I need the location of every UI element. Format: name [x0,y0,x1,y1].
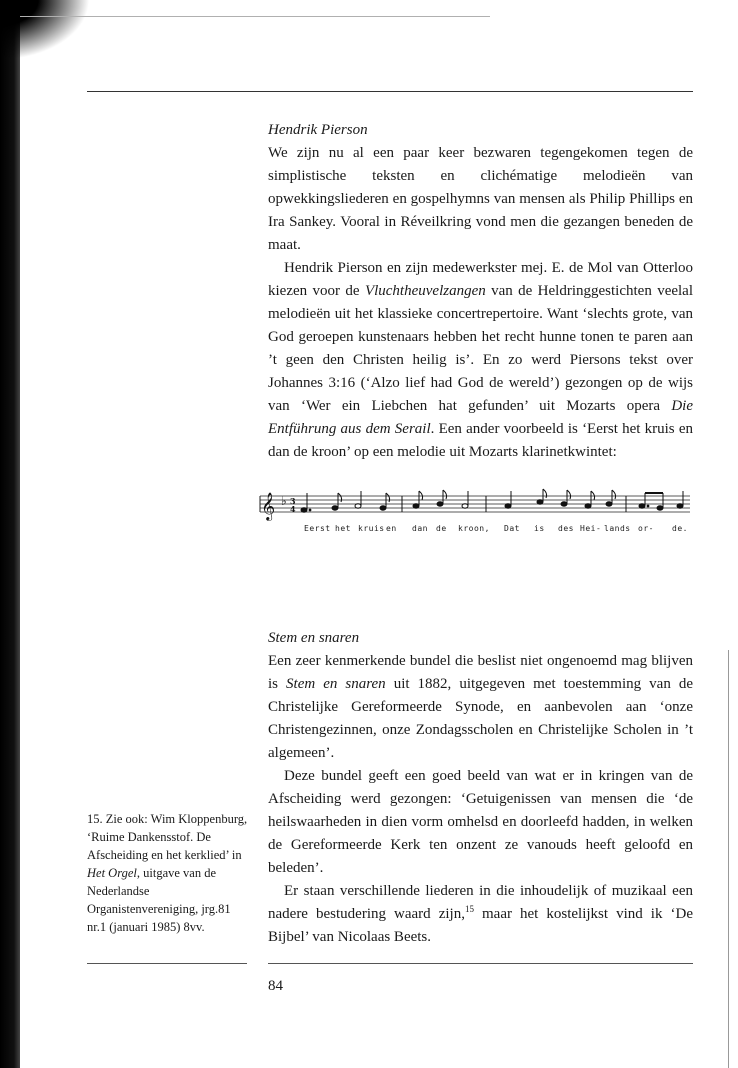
text-run: Stem en snaren [286,676,386,692]
footnote-text [87,810,249,936]
text-run: Hendrik Pierson en zijn medewerkster mej. E. de Mol van Otterloo kiezen voor de [268,260,693,299]
text-run: Er staan verschillende liederen in die inhoudelijk of muzikaal een nadere bestudering waard zijn, [268,883,693,922]
paragraph [268,257,693,464]
footer-rule [268,963,693,964]
footnote-ref: 15 [464,904,474,914]
scan-top-line [20,16,490,17]
paragraph [268,765,693,880]
section-heading: Hendrik Pierson [268,122,368,138]
notes [301,489,683,512]
paragraph [268,650,693,765]
svg-text:4: 4 [290,504,296,514]
lyric-syllable: en [386,524,397,533]
scan-shadow-left [0,0,20,1068]
paragraph [268,880,693,949]
text-run: uit 1882, uitgegeven met toestemming van de Christelijke Gereformeerde Synode, en aanbevolen aan ‘onze Christengezinnen, onze Zondagsscholen en Christelijke Scholen in ’t algemeen’. [268,676,693,761]
lyric-syllable: is [534,524,545,533]
lyric-syllable: het [335,524,351,533]
text-run: 15. Zie ook: Wim Kloppenburg, ‘Ruime Dankensstof. De Afscheiding en het kerklied’ in [87,812,248,862]
lyric-syllable: de. [672,524,688,533]
text-run: Die Entführung aus dem Serail [268,398,693,437]
text-run: van de Heldringgestichten veelal melodieën uit het klassieke concertrepertoire. Want ‘slechts grote, van God geroepen kunstenaars hebben het recht hunne tonen te paren aan ’t geen den Christen heilig is’. En zo werd Piersons tekst over Johannes 3:16 (‘Alzo lief had God de wereld’) gezongen op de wijs van ‘Wer ein Liebchen hat gefunden’ uit Mozarts opera [268,283,694,414]
text-run: We zijn nu al een paar keer bezwaren tegengekomen tegen de simplistische teksten en clichématige melodieën van opwekkingsliederen en gospelhymns van mensen als Philip Phillips en Ira Sankey. Vooral in Réveilkring vond men die gezangen beneden de maat. [268,145,693,253]
time-signature: 3 [290,496,296,506]
section-hendrik-pierson [268,119,693,464]
lyric-syllable: or- [638,524,654,533]
footnote-15 [87,810,249,936]
scan-shadow-corner [0,0,90,60]
music-notation [258,487,694,539]
scan-right-edge [728,650,729,1068]
lyric-syllable: Hei- [580,524,602,533]
lyric-syllable: kroon, [458,524,490,533]
paragraph [268,142,693,257]
lyric-syllable: de [436,524,447,533]
lyric-syllable: Dat [504,524,520,533]
flat-icon: ♭ [281,494,287,508]
text-run: Deze bundel geeft een goed beeld van wat er in kringen van de Afscheiding werd gezongen: ‘Getuigenissen van mensen die ‘de heilswaarheden in dien vorm omhelsd en doorleefd hadden, in welken de Gereformeerde Kerk ten onzent ze vanouds heeft geloofd en beleden’. [268,768,693,876]
lyric-syllable: kruis [358,524,385,533]
lyric-syllable: Eerst [304,524,331,533]
section-stem-en-snaren [268,627,693,949]
header-rule [87,91,693,92]
text-run: Het Orgel [87,866,137,880]
footnote-rule [87,963,247,964]
lyrics [304,524,688,533]
treble-clef-icon: 𝄞 [261,492,276,520]
text-run: . Een ander voorbeeld is ‘Eerst het kruis en dan de kroon’ op een melodie uit Mozarts klarinetkwintet: [268,421,693,460]
text-run: Vluchtheuvelzangen [364,283,486,299]
lyric-syllable: lands [604,524,631,533]
section-heading: Stem en snaren [268,630,360,646]
lyric-syllable: dan [412,524,428,533]
text-run: Een zeer kenmerkende bundel die beslist niet ongenoemd mag blijven is [268,653,693,692]
text-run: , uitgave van de Nederlandse Organistenvereniging, jrg.81 nr.1 (januari 1985) 8vv. [87,866,231,934]
text-run: maar het kostelijkst vind ik ‘De Bijbel’ van Nicolaas Beets. [268,906,694,945]
page-number: 84 [268,978,283,994]
lyric-syllable: des [558,524,574,533]
